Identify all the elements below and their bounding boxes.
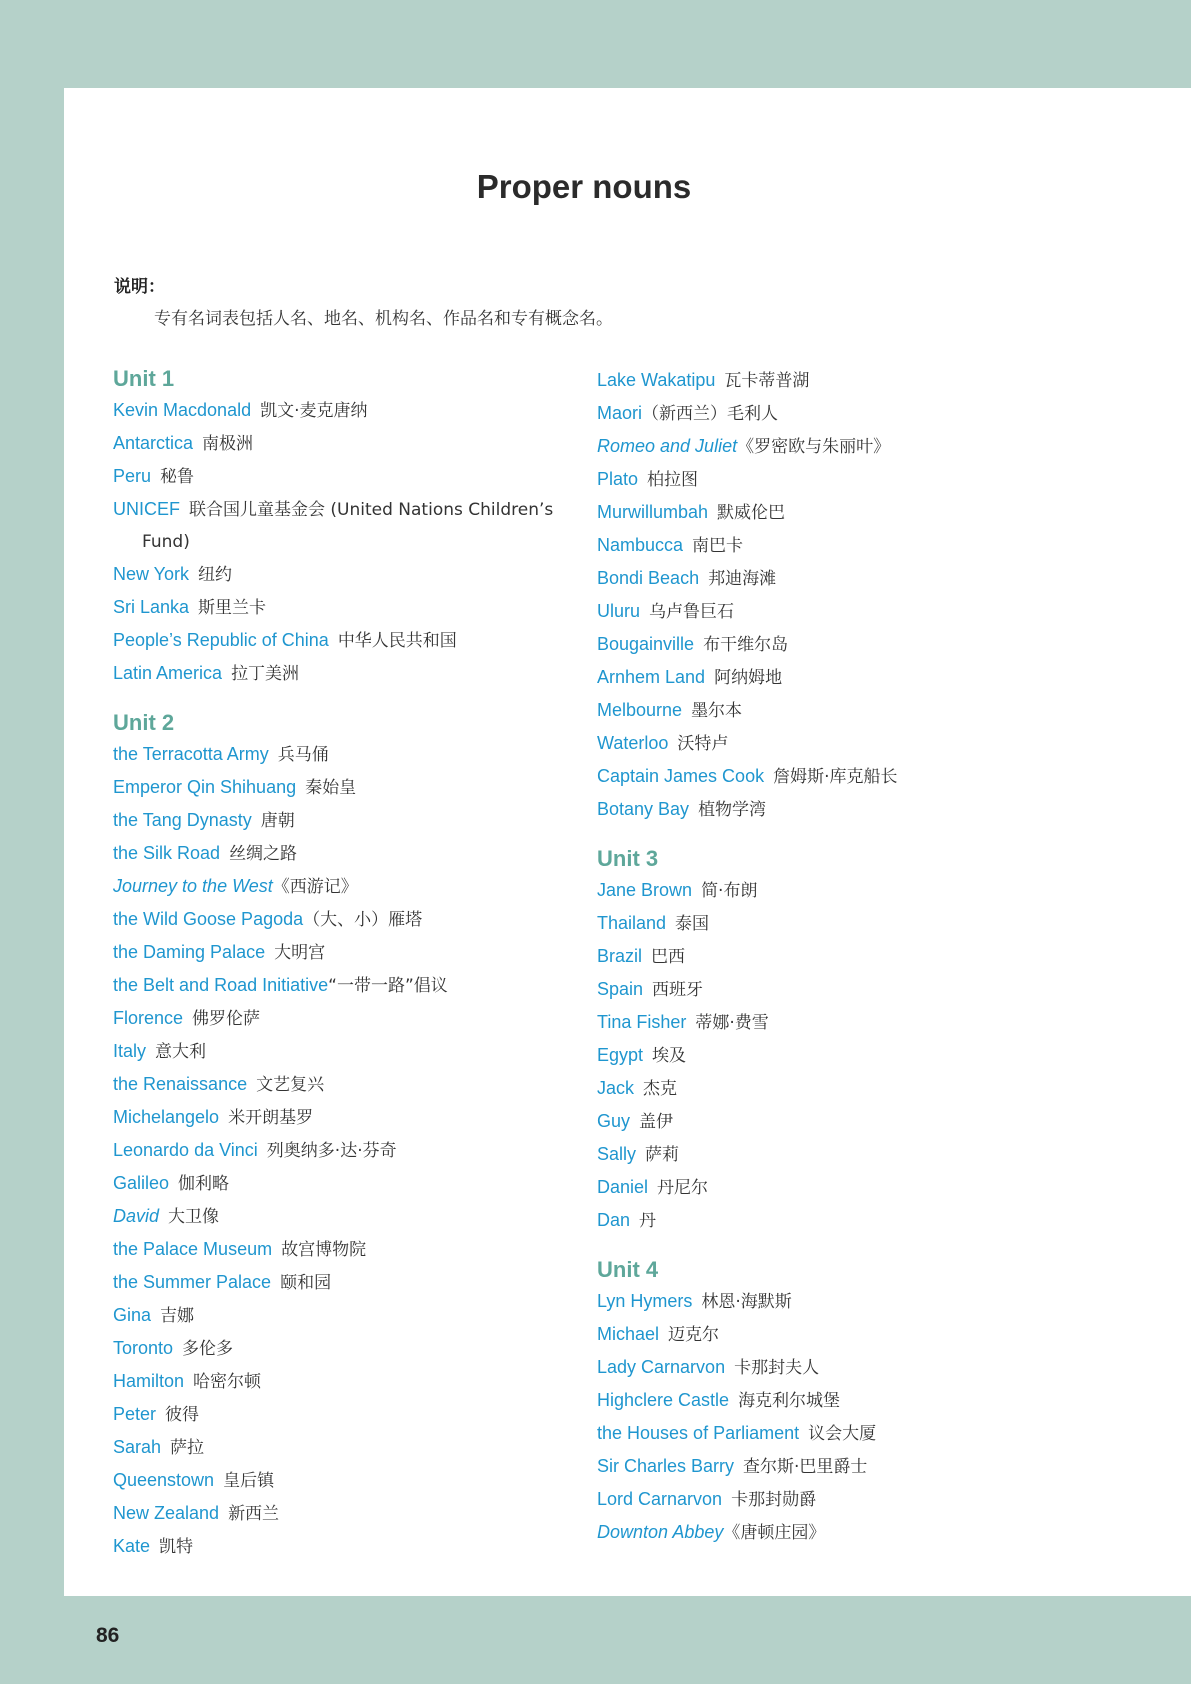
page-title: Proper nouns	[476, 168, 692, 205]
glossary-entry	[113, 493, 573, 558]
glossary-entry	[113, 1233, 573, 1266]
entry-chinese: 列奥纳多·达·芬奇	[266, 1141, 397, 1161]
glossary-entry	[113, 804, 573, 837]
entry-chinese: 植物学湾	[698, 800, 767, 820]
glossary-entry	[597, 463, 1057, 496]
glossary-entry	[597, 1417, 1057, 1450]
glossary-entry	[113, 657, 573, 690]
glossary-entry	[113, 1332, 573, 1365]
glossary-entry	[113, 1365, 573, 1398]
entry-chinese: 默威伦巴	[717, 503, 786, 523]
glossary-entry	[113, 1464, 573, 1497]
entry-english: Tina Fisher	[597, 1012, 687, 1032]
entry-chinese: 布干维尔岛	[703, 635, 789, 655]
entry-english: Dan	[597, 1210, 631, 1230]
entry-chinese: 西班牙	[652, 980, 704, 1000]
entry-chinese: 意大利	[155, 1042, 207, 1062]
glossary-entry	[113, 591, 573, 624]
entry-english: the Terracotta Army	[113, 744, 269, 764]
entry-chinese: 林恩·海默斯	[701, 1292, 792, 1312]
entry-chinese: 凯特	[159, 1537, 194, 1557]
glossary-entry	[597, 1285, 1057, 1318]
entry-english: Peru	[113, 466, 152, 486]
entry-chinese: 盖伊	[639, 1112, 674, 1132]
entry-chinese: 纽约	[198, 565, 233, 585]
glossary-entry	[113, 558, 573, 591]
entry-chinese: （新西兰）毛利人	[642, 404, 779, 424]
entry-english: Melbourne	[597, 700, 683, 720]
glossary-entry	[113, 936, 573, 969]
entry-english: Captain James Cook	[597, 766, 765, 786]
entry-english: Lake Wakatipu	[597, 370, 716, 390]
entry-chinese: 秦始皇	[305, 778, 357, 798]
entry-chinese: 文艺复兴	[256, 1075, 325, 1095]
entry-chinese: 凯文·麦克唐纳	[260, 401, 368, 421]
unit-heading: Unit 2	[113, 710, 175, 735]
entry-chinese: 新西兰	[228, 1504, 280, 1524]
entry-english: the Summer Palace	[113, 1272, 272, 1292]
entry-english: Sarah	[113, 1437, 162, 1457]
unit-block	[113, 708, 573, 1563]
entry-english: Emperor Qin Shihuang	[113, 777, 297, 797]
entry-english: Brazil	[597, 946, 643, 966]
unit-block	[597, 1255, 1057, 1549]
entry-english: Jack	[597, 1078, 635, 1098]
entry-chinese: 南巴卡	[692, 536, 744, 556]
glossary-entry	[113, 837, 573, 870]
left-column	[113, 364, 573, 1563]
unit-heading: Unit 1	[113, 366, 175, 391]
entry-chinese: （大、小）雁塔	[303, 910, 423, 930]
entry-chinese: 泰国	[675, 914, 710, 934]
entry-english: Sally	[597, 1144, 637, 1164]
glossary-entry	[597, 529, 1057, 562]
glossary-entry	[597, 1384, 1057, 1417]
glossary-entry	[113, 1002, 573, 1035]
entry-english: Nambucca	[597, 535, 684, 555]
entry-english: Highclere Castle	[597, 1390, 730, 1410]
entry-english: Lord Carnarvon	[597, 1489, 723, 1509]
glossary-entry	[113, 969, 573, 1002]
entry-english: Downton Abbey	[597, 1522, 724, 1542]
entry-english: Gina	[113, 1305, 152, 1325]
entry-chinese: 乌卢鲁巨石	[649, 602, 735, 622]
entry-chinese: 伽利略	[178, 1174, 230, 1194]
entry-english: the Belt and Road Initiative	[113, 975, 329, 995]
entry-english: Italy	[113, 1041, 147, 1061]
entry-chinese: 拉丁美洲	[231, 664, 300, 684]
entry-english: the Wild Goose Pagoda	[113, 909, 304, 929]
glossary-entry	[597, 793, 1057, 826]
glossary-entry	[597, 1138, 1057, 1171]
entry-english: Arnhem Land	[597, 667, 706, 687]
entry-chinese: 大卫像	[168, 1207, 220, 1227]
entry-chinese: 唐朝	[260, 811, 295, 831]
entry-chinese: 议会大厦	[808, 1424, 877, 1444]
entry-english: Hamilton	[113, 1371, 185, 1391]
glossary-entry	[597, 1039, 1057, 1072]
glossary-entry	[113, 1497, 573, 1530]
entry-english: People’s Republic of China	[113, 630, 329, 650]
entry-chinese: 彼得	[165, 1405, 200, 1425]
entry-english: Jane Brown	[597, 880, 693, 900]
entry-chinese: 丹尼尔	[657, 1178, 709, 1198]
entry-chinese: 沃特卢	[677, 734, 729, 754]
entry-english: Bougainville	[597, 634, 695, 654]
glossary-entry	[113, 1398, 573, 1431]
entry-chinese: 詹姆斯·库克船长	[773, 767, 898, 787]
entry-english: Journey to the West	[113, 876, 273, 896]
entry-chinese: 大明宫	[274, 943, 326, 963]
glossary-entry	[113, 427, 573, 460]
glossary-entry	[113, 771, 573, 804]
glossary-entry	[597, 364, 1057, 397]
glossary-entry	[113, 1167, 573, 1200]
entry-english: Botany Bay	[597, 799, 690, 819]
glossary-entry	[597, 874, 1057, 907]
entry-chinese: 多伦多	[182, 1339, 234, 1359]
glossary-entry	[113, 1266, 573, 1299]
entry-chinese: 简·布朗	[701, 881, 758, 901]
entry-chinese: 瓦卡蒂普湖	[724, 371, 810, 391]
entry-english: Lady Carnarvon	[597, 1357, 726, 1377]
entry-english: the Renaissance	[113, 1074, 248, 1094]
entry-english: Murwillumbah	[597, 502, 709, 522]
entry-english: the Silk Road	[113, 843, 221, 863]
entry-chinese: 卡那封勋爵	[731, 1490, 817, 1510]
glossary-entry	[597, 907, 1057, 940]
page-sheet	[64, 88, 1191, 1596]
entry-english: New York	[113, 564, 190, 584]
glossary-entry	[113, 1200, 573, 1233]
entry-english: Michael	[597, 1324, 660, 1344]
glossary-entry	[113, 1431, 573, 1464]
entry-chinese: 《罗密欧与朱丽叶》	[737, 437, 891, 457]
glossary-entry	[597, 1450, 1057, 1483]
entry-chinese: 阿纳姆地	[714, 668, 783, 688]
entry-english: Queenstown	[113, 1470, 215, 1490]
entry-chinese: 《西游记》	[272, 877, 358, 897]
glossary-entry	[597, 760, 1057, 793]
entry-english: the Palace Museum	[113, 1239, 273, 1259]
glossary-entry	[113, 1101, 573, 1134]
entry-english: Maori	[597, 403, 643, 423]
entry-english: Leonardo da Vinci	[113, 1140, 258, 1160]
glossary-entry	[113, 870, 573, 903]
glossary-entry	[597, 940, 1057, 973]
glossary-entry	[597, 661, 1057, 694]
entry-chinese: 斯里兰卡	[198, 598, 267, 618]
entry-chinese: 米开朗基罗	[228, 1108, 314, 1128]
entry-chinese: 兵马俑	[277, 745, 329, 765]
glossary-entry	[597, 1318, 1057, 1351]
entry-english: Lyn Hymers	[597, 1291, 693, 1311]
entry-english: Toronto	[113, 1338, 174, 1358]
entry-english: New Zealand	[113, 1503, 220, 1523]
entry-chinese: 卡那封夫人	[734, 1358, 820, 1378]
entry-english: Michelangelo	[113, 1107, 220, 1127]
entry-chinese: 柏拉图	[647, 470, 699, 490]
glossary-entry	[113, 1299, 573, 1332]
entry-english: Plato	[597, 469, 639, 489]
entry-chinese: 皇后镇	[223, 1471, 275, 1491]
glossary-entry	[597, 973, 1057, 1006]
glossary-entry	[597, 1516, 1057, 1549]
glossary-entry	[113, 624, 573, 657]
entry-english: Sir Charles Barry	[597, 1456, 735, 1476]
entry-chinese: 颐和园	[280, 1273, 332, 1293]
entry-english: Uluru	[597, 601, 641, 621]
entry-chinese: 故宫博物院	[281, 1240, 367, 1260]
glossary-entry	[113, 394, 573, 427]
glossary-entry	[597, 628, 1057, 661]
entry-chinese: 萨莉	[645, 1145, 680, 1165]
glossary-entry	[113, 460, 573, 493]
entry-chinese: 海克利尔城堡	[738, 1391, 841, 1411]
entry-english: Galileo	[113, 1173, 170, 1193]
glossary-entry	[597, 430, 1057, 463]
entry-english: UNICEF	[113, 499, 180, 519]
entry-english: Bondi Beach	[597, 568, 700, 588]
glossary-entry	[113, 1530, 573, 1563]
entry-chinese: 墨尔本	[691, 701, 743, 721]
entry-chinese: 秘鲁	[160, 467, 195, 487]
entry-english: Kate	[113, 1536, 151, 1556]
note-text: 专有名词表包括人名、地名、机构名、作品名和专有概念名。	[154, 309, 613, 329]
glossary-entry	[597, 496, 1057, 529]
glossary-entry	[597, 1204, 1057, 1237]
entry-english: David	[113, 1206, 160, 1226]
entry-chinese: 中华人民共和国	[337, 631, 457, 651]
entry-english: Egypt	[597, 1045, 644, 1065]
glossary-entry	[597, 1171, 1057, 1204]
glossary-entry	[113, 738, 573, 771]
entry-english: Guy	[597, 1111, 631, 1131]
entry-chinese: 萨拉	[170, 1438, 205, 1458]
unit-heading: Unit 3	[597, 846, 659, 871]
entry-english: Spain	[597, 979, 644, 999]
entry-english: the Daming Palace	[113, 942, 266, 962]
unit-block	[597, 364, 1057, 826]
glossary-entry	[597, 694, 1057, 727]
entry-english: Thailand	[597, 913, 667, 933]
entry-english: Florence	[113, 1008, 184, 1028]
entry-chinese: 蒂娜·费雪	[695, 1013, 769, 1033]
glossary-entry	[113, 903, 573, 936]
glossary-entry	[597, 1483, 1057, 1516]
page-number: 86	[96, 1624, 120, 1647]
glossary-entry	[597, 1351, 1057, 1384]
entry-english: the Tang Dynasty	[113, 810, 252, 830]
glossary-entry	[597, 397, 1057, 430]
unit-heading: Unit 4	[597, 1257, 659, 1282]
glossary-entry	[597, 727, 1057, 760]
entry-chinese: 佛罗伦萨	[192, 1009, 261, 1029]
glossary-entry	[597, 562, 1057, 595]
entry-chinese: 迈克尔	[668, 1325, 720, 1345]
entry-english: Daniel	[597, 1177, 649, 1197]
glossary-entry	[597, 595, 1057, 628]
unit-block	[597, 844, 1057, 1237]
entry-chinese: 邦迪海滩	[708, 569, 777, 589]
entry-english: Waterloo	[597, 733, 669, 753]
entry-english: Kevin Macdonald	[113, 400, 252, 420]
entry-chinese: 哈密尔顿	[193, 1372, 262, 1392]
entry-chinese: 联合国儿童基金会 (United Nations Children’s Fund)	[142, 500, 554, 552]
entry-english: Romeo and Juliet	[597, 436, 738, 456]
glossary-entry	[113, 1035, 573, 1068]
glossary-entry	[597, 1006, 1057, 1039]
entry-chinese: 《唐顿庄园》	[723, 1523, 826, 1543]
entry-chinese: 丝绸之路	[229, 844, 298, 864]
entry-english: Peter	[113, 1404, 157, 1424]
entry-chinese: 南极洲	[202, 434, 254, 454]
glossary-entry	[113, 1134, 573, 1167]
entry-chinese: 巴西	[651, 947, 686, 967]
glossary-entry	[113, 1068, 573, 1101]
entry-chinese: “一带一路”倡议	[328, 976, 448, 996]
entry-chinese: 吉娜	[160, 1306, 195, 1326]
entry-english: the Houses of Parliament	[597, 1423, 800, 1443]
entry-english: Sri Lanka	[113, 597, 190, 617]
entry-chinese: 杰克	[643, 1079, 678, 1099]
glossary-entry	[597, 1105, 1057, 1138]
right-column	[597, 364, 1057, 1549]
glossary-entry	[597, 1072, 1057, 1105]
entry-chinese: 埃及	[652, 1046, 687, 1066]
unit-block	[113, 364, 573, 690]
entry-english: Antarctica	[113, 433, 194, 453]
note-label: 说明：	[114, 277, 165, 297]
entry-english: Latin America	[113, 663, 223, 683]
entry-chinese: 查尔斯·巴里爵士	[743, 1457, 868, 1477]
entry-chinese: 丹	[639, 1211, 657, 1231]
